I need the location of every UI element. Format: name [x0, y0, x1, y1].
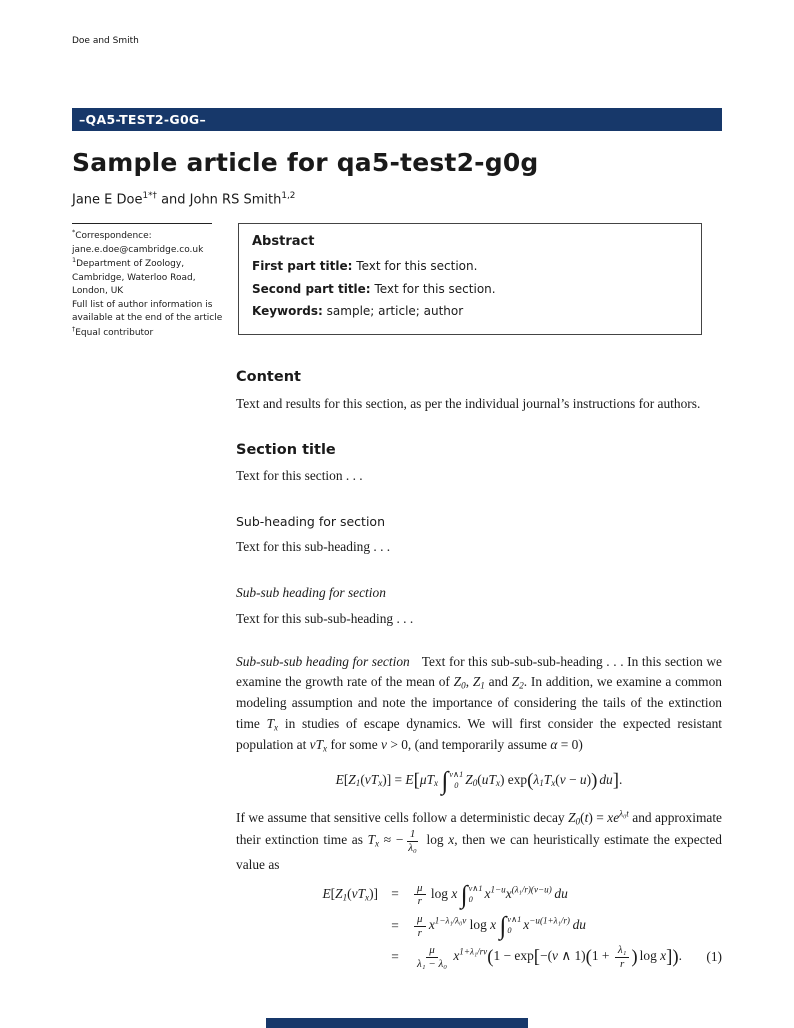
- math-token: 1−u: [490, 884, 506, 895]
- sidebar-line: jane.e.doe@cambridge.co.uk: [72, 244, 204, 255]
- abstract-text: Text for this section.: [356, 259, 478, 274]
- math-token: E: [405, 771, 414, 787]
- math-token: v: [381, 737, 387, 753]
- math-token: log: [430, 885, 452, 901]
- sidebar-line: available at the end of the article: [72, 313, 223, 324]
- math-token: Z: [465, 771, 473, 787]
- math-token: uT: [481, 771, 496, 787]
- math-token: and approximate their extinction time as: [236, 809, 722, 848]
- math-token: α: [550, 737, 558, 753]
- math-token: Z: [453, 674, 462, 690]
- math-token: ∫ v∧1 0: [460, 880, 483, 910]
- math-token: ): [586, 771, 592, 787]
- math-token: 1,2: [281, 191, 296, 201]
- math-token: > 0, (and temporarily assume: [386, 737, 551, 753]
- subsubheading: Sub-sub heading for section: [236, 584, 386, 600]
- equation-rhs: [412, 882, 568, 908]
- section-text: Text for this section . . .: [236, 468, 363, 484]
- math-token: μT: [419, 771, 435, 787]
- footnote-marker: *: [72, 228, 76, 237]
- sidebar-line: London, UK: [72, 286, 124, 297]
- math-token: T: [266, 716, 275, 732]
- math-token: [: [343, 771, 349, 787]
- math-token: u: [579, 771, 587, 787]
- equation-number: (1): [706, 948, 722, 964]
- heading-content: Content: [236, 369, 301, 386]
- math-token: x: [448, 832, 455, 848]
- math-token: in studies of escape dynamics. We will first consider the expected resistant population at: [236, 716, 722, 753]
- math-token: ) =: [588, 809, 608, 825]
- paragraph-deterministic-decay: [236, 808, 722, 876]
- math-token: 1 +: [591, 948, 613, 964]
- math-token: (: [555, 771, 560, 787]
- math-token: E: [322, 886, 331, 902]
- math-token: $\frac{1}{\text{λ₀}}$: [408, 828, 417, 855]
- math-token: vT: [309, 737, 324, 753]
- equals-sign: =: [391, 886, 399, 902]
- math-token: (: [360, 771, 365, 787]
- math-token: t: [584, 809, 589, 825]
- math-token: x: [274, 722, 279, 733]
- math-token: T: [543, 771, 552, 787]
- math-token: 0: [472, 778, 478, 789]
- math-token: ,: [465, 674, 473, 690]
- math-token: ]: [612, 770, 619, 792]
- math-token: $\frac{\mu}{\text{λ₁ − λ₀}}$: [417, 944, 448, 970]
- equation-rhs: [412, 944, 682, 970]
- equation-line-2: [266, 913, 722, 939]
- frontmatter-row: [72, 223, 722, 340]
- math-token: log: [639, 948, 661, 964]
- main-column: [236, 366, 722, 970]
- math-token: for some: [327, 737, 382, 753]
- math-token: v: [559, 771, 566, 787]
- math-token: $\frac{\mu}{r}$: [414, 882, 426, 908]
- equation-rhs: [412, 913, 586, 939]
- article-title: Sample article for qa5-test2-g0g: [72, 148, 539, 177]
- math-token: du: [572, 917, 586, 933]
- journal-banner: [72, 108, 722, 131]
- math-token: Z: [348, 771, 356, 787]
- math-token: x: [451, 885, 458, 901]
- footer-banner: [266, 1018, 528, 1028]
- math-token: x: [523, 917, 530, 933]
- math-token: Z: [511, 674, 520, 690]
- subheading: Sub-heading for section: [236, 514, 385, 530]
- math-token: (: [580, 809, 585, 825]
- math-token: 1: [480, 680, 485, 691]
- heading-section-title: Section title: [236, 441, 336, 458]
- math-token: du: [554, 885, 568, 901]
- math-token: E: [335, 771, 344, 787]
- correspondence-block: [72, 223, 223, 340]
- math-token: 0: [575, 815, 581, 826]
- math-token: (: [487, 946, 494, 968]
- math-token: ): [672, 946, 679, 968]
- math-token: −: [565, 771, 580, 787]
- abstract-text: Text for this section.: [374, 281, 496, 296]
- math-token: 1: [342, 892, 348, 903]
- math-token: Z: [472, 674, 481, 690]
- equation-line-1: [266, 882, 722, 908]
- math-token: 2: [519, 680, 524, 691]
- math-token: )] =: [382, 771, 406, 787]
- equation-lhs: [266, 884, 378, 905]
- sidebar-line: Cambridge, Waterloo Road,: [72, 272, 196, 283]
- equation-align-block: [236, 882, 722, 971]
- math-token: 1−λ₁/λ₀v: [434, 915, 467, 926]
- math-token: ∫ v∧1 0: [499, 911, 522, 941]
- math-token: 1+λ₁/rv: [459, 946, 488, 957]
- running-head: Doe and Smith: [72, 36, 139, 46]
- equation-expected-population: [236, 766, 722, 796]
- math-token: $\frac{\mu}{r}$: [414, 913, 426, 939]
- math-token: x: [551, 778, 556, 789]
- math-token: (: [585, 946, 592, 968]
- math-token: [: [330, 886, 336, 902]
- math-token: v: [552, 948, 558, 964]
- abstract-label: Keywords:: [252, 304, 323, 319]
- footnote-marker: 1: [72, 256, 77, 265]
- math-token: (λ₁/r)(v−u): [511, 884, 552, 895]
- math-token: x: [378, 778, 383, 789]
- math-token: .: [618, 771, 623, 787]
- math-token: (: [527, 770, 534, 792]
- sidebar-line: *Correspondence:: [72, 228, 152, 242]
- abstract-label: Second part title:: [252, 281, 371, 296]
- math-token: x: [505, 885, 512, 901]
- math-token: ∧ 1): [557, 948, 586, 964]
- math-token: and: [484, 674, 512, 690]
- math-token: Z: [568, 809, 576, 825]
- math-token: Jane E Doe: [72, 192, 143, 208]
- math-token: x: [434, 778, 439, 789]
- math-token: , then we can heuristically estimate the expected value as: [236, 832, 722, 872]
- footnote-marker: †: [72, 324, 76, 333]
- math-token: (: [347, 886, 352, 902]
- math-token: ]: [666, 946, 673, 968]
- authors-line: [72, 192, 722, 207]
- math-token: log: [421, 832, 449, 848]
- math-token: [: [413, 770, 420, 792]
- math-token: .: [678, 948, 682, 964]
- paragraph-growth-rate: [236, 652, 722, 757]
- math-token: vT: [351, 886, 366, 902]
- math-token: Z: [335, 886, 343, 902]
- math-token: 1*†: [142, 191, 157, 201]
- math-token: λ: [533, 771, 540, 787]
- math-token: T: [367, 832, 376, 848]
- math-token: xe: [607, 809, 620, 825]
- math-token: du: [599, 771, 613, 787]
- math-token: )]: [369, 886, 378, 902]
- math-token: x: [660, 948, 667, 964]
- math-token: x: [484, 885, 491, 901]
- math-token: [: [533, 946, 541, 968]
- math-token: x: [323, 743, 328, 754]
- sidebar-line: Full list of author information is: [72, 299, 213, 310]
- math-token: −(: [540, 948, 553, 964]
- equals-sign: =: [391, 948, 399, 964]
- math-token: ) exp: [499, 771, 528, 787]
- abstract-row-second: [252, 281, 688, 298]
- equation-line-3: [266, 944, 722, 970]
- math-token: ≈ −: [379, 832, 404, 848]
- math-token: −u(1+λ₁/r): [529, 915, 570, 926]
- math-token: 0: [461, 680, 466, 691]
- math-token: $\frac{\text{λ₁}}{r}$: [615, 944, 630, 970]
- math-token: ): [591, 770, 598, 792]
- subsubheading-text: Text for this sub-sub-heading . . .: [236, 610, 414, 626]
- math-token: x: [490, 917, 497, 933]
- math-token: . In addition, we examine a common modeling assumption and note the importance of considering the tails of the extinction time: [236, 674, 722, 732]
- abstract-text: sample; article; author: [326, 304, 464, 319]
- math-token: λ₀t: [619, 808, 629, 819]
- sidebar-line: $^1$Department of Zoology,: [72, 256, 185, 270]
- math-token: 1: [539, 778, 544, 789]
- math-token: = 0): [557, 737, 583, 753]
- abstract-row-first: [252, 258, 688, 275]
- math-token: 1: [355, 778, 361, 789]
- math-token: x: [365, 892, 370, 903]
- math-token: x: [453, 948, 460, 964]
- subheading-text: Text for this sub-heading . . .: [236, 538, 391, 554]
- math-token: vT: [364, 771, 379, 787]
- math-token: and John RS Smith: [156, 192, 282, 208]
- abstract-row-keywords: [252, 303, 688, 320]
- math-token: x: [495, 778, 500, 789]
- math-token: x: [428, 917, 435, 933]
- equals-sign: =: [391, 917, 399, 933]
- abstract-title: Abstract: [252, 234, 315, 250]
- content-paragraph: Text and results for this section, as per the individual journal’s instructions for authors.: [236, 395, 701, 411]
- math-token: If we assume that sensitive cells follow a deterministic decay: [236, 809, 569, 825]
- math-token: 1 − exp: [493, 948, 534, 964]
- math-token: Text for this sub-sub-sub-heading . . . In this section we examine the growth rate of the mean of: [236, 653, 723, 690]
- abstract-label: First part title:: [252, 259, 353, 274]
- banner-text: –QA5-TEST2-G0G–: [79, 112, 207, 127]
- math-token: Sub-sub-sub heading for section: [236, 653, 410, 669]
- abstract-box: [238, 223, 702, 334]
- math-token: (: [477, 771, 482, 787]
- math-token: ∫ v∧1 0: [441, 766, 464, 796]
- math-token: x: [375, 838, 380, 849]
- math-token: log: [469, 917, 491, 933]
- sidebar-line: †Equal contributor: [72, 324, 154, 338]
- math-token: ): [631, 946, 638, 968]
